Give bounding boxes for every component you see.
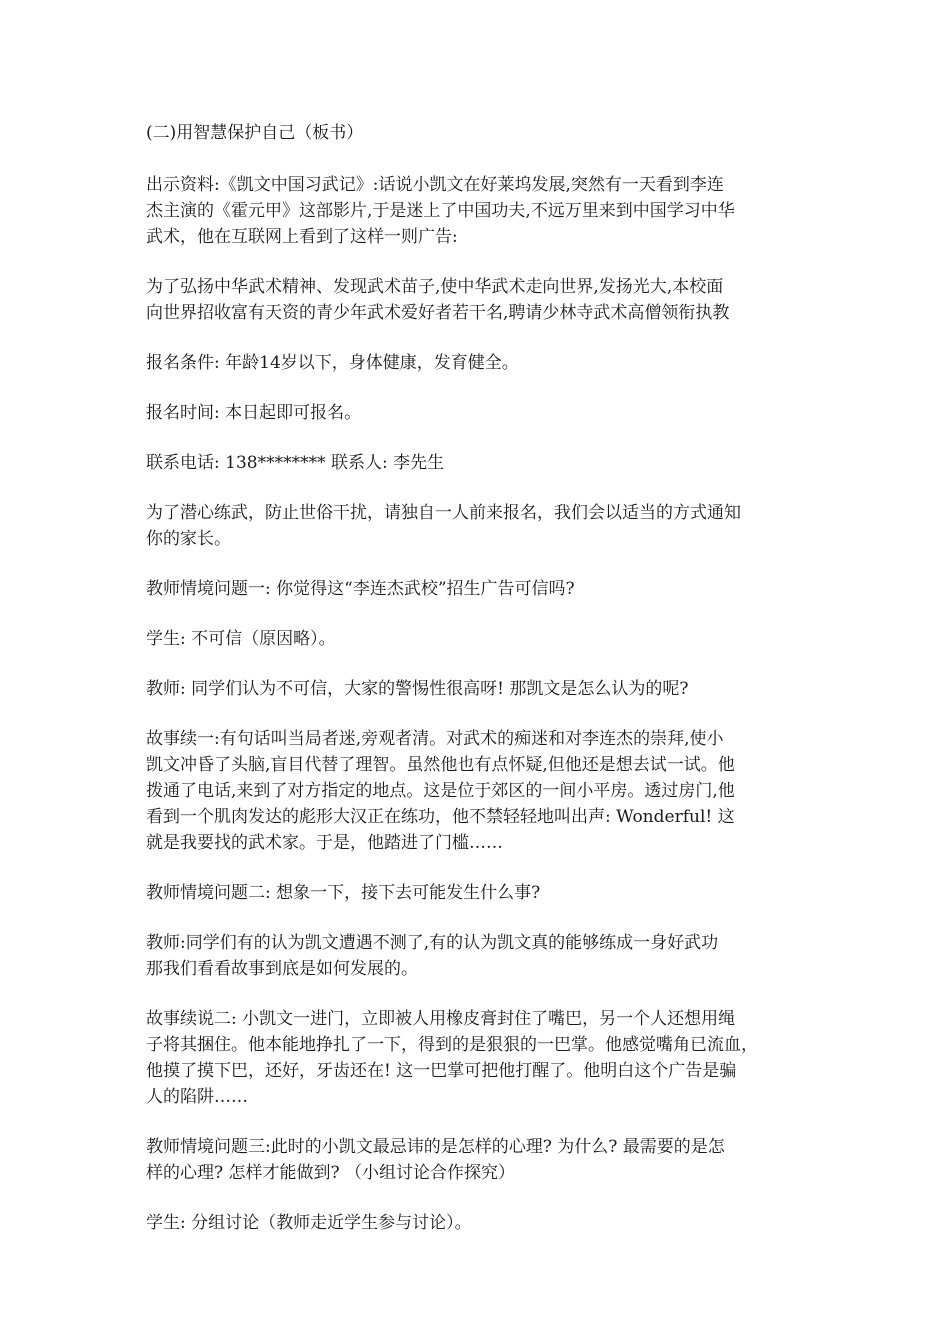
text-line: 学生: 分组讨论（教师走近学生参与讨论）。 (146, 1213, 472, 1233)
text-line: 你的家长。 (146, 529, 231, 549)
text-line: 为了弘扬中华武术精神、发现武术苗子,使中华武术走向世界,发扬光大,本校面 (146, 277, 724, 297)
ad-phone-paragraph (146, 450, 444, 476)
teacher-remark-1 (146, 676, 688, 702)
story-part-2 (146, 1006, 758, 1110)
text-line: 教师情境问题二: 想象一下，接下去可能发生什么事? (146, 883, 541, 903)
text-line: 报名时间: 本日起即可报名。 (146, 403, 362, 423)
question-1-paragraph (146, 576, 575, 602)
text-line: 武术，他在互联网上看到了这样一则广告: (146, 227, 458, 247)
text-line: 看到一个肌肉发达的彪形大汉正在练功，他不禁轻轻地叫出声: Wonderful! 这 (146, 807, 735, 827)
text-line: 向世界招收富有天资的青少年武术爱好者若干名,聘请少林寺武术高僧领衔执教 (146, 303, 730, 323)
text-line: 拨通了电话,来到了对方指定的地点。这是位于郊区的一间小平房。透过房门,他 (146, 781, 735, 801)
text-line: 出示资料:《凯文中国习武记》:话说小凯文在好莱坞发展,突然有一天看到李连 (146, 175, 724, 195)
text-line: 故事续说二: 小凯文一进门，立即被人用橡皮膏封住了嘴巴，另一个人还想用绳 (146, 1009, 736, 1029)
ad-note-paragraph (146, 500, 741, 552)
text-line: 教师情境问题三:此时的小凯文最忌讳的是怎样的心理? 为什么? 最需要的是怎 (146, 1137, 725, 1157)
text-line: 就是我要找的武术家。于是，他踏进了门槛…… (146, 833, 503, 853)
text-line: 那我们看看故事到底是如何发展的。 (146, 959, 418, 979)
ad-condition-paragraph (146, 350, 519, 376)
text-line: 报名条件: 年龄14岁以下，身体健康，发育健全。 (146, 353, 519, 373)
student-answer-3 (146, 1210, 472, 1236)
text-line: 联系电话: 138******** 联系人: 李先生 (146, 453, 445, 473)
text-line: 故事续一:有句话叫当局者迷,旁观者清。对武术的痴迷和对李连杰的崇拜,使小 (146, 729, 724, 749)
teacher-remark-2 (146, 930, 718, 982)
text-line: 杰主演的《霍元甲》这部影片,于是迷上了中国功夫,不远万里来到中国学习中华 (146, 201, 735, 221)
question-3-paragraph (146, 1134, 725, 1186)
text-line: 人的陷阱…… (146, 1087, 248, 1107)
story-part-1 (146, 726, 735, 856)
text-line: 样的心理? 怎样才能做到? （小组讨论合作探究） (146, 1163, 516, 1183)
text-line: 学生: 不可信（原因略）。 (146, 629, 336, 649)
text-line: 教师: 同学们认为不可信，大家的警惕性很高呀! 那凯文是怎么认为的呢? (146, 679, 689, 699)
text-line: 他摸了摸下巴，还好，牙齿还在! 这一巴掌可把他打醒了。他明白这个广告是骗 (146, 1061, 737, 1081)
text-line: 凯文冲昏了头脑,盲目代替了理智。虽然他也有点怀疑,但他还是想去试一试。他 (146, 755, 735, 775)
text-line: 教师:同学们有的认为凯文遭遇不测了,有的认为凯文真的能够练成一身好武功 (146, 933, 719, 953)
ad-time-paragraph (146, 400, 361, 426)
text-line: 为了潜心练武，防止世俗干扰，请独自一人前来报名，我们会以适当的方式通知 (146, 503, 741, 523)
text-line: 子将其捆住。他本能地挣扎了一下，得到的是狠狠的一巴掌。他感觉嘴角已流血， (146, 1035, 758, 1055)
text-line: 教师情境问题一: 你觉得这“李连杰武校”招生广告可信吗? (146, 579, 575, 599)
student-answer-1 (146, 626, 336, 652)
section-heading (146, 120, 363, 146)
ad-intro-paragraph (146, 274, 729, 326)
question-2-paragraph (146, 880, 540, 906)
text-line: (二)用智慧保护自己（板书） (146, 123, 364, 143)
material-paragraph (146, 172, 735, 250)
